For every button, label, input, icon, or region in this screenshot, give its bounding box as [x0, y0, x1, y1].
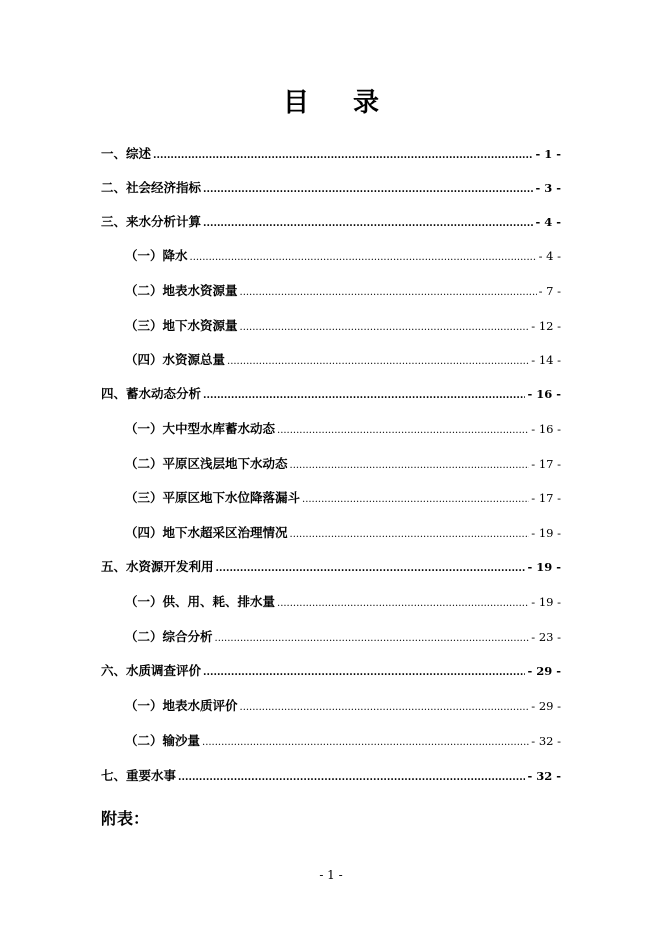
toc-dot-leader — [290, 525, 530, 545]
toc-entry-label: 五、水资源开发利用 — [101, 559, 214, 574]
toc-entry[interactable] — [125, 419, 561, 439]
toc-dot-leader — [190, 248, 537, 268]
toc-entry[interactable] — [125, 281, 561, 301]
toc-entry-label: （二）输沙量 — [125, 733, 201, 748]
toc-dot-leader — [153, 146, 533, 166]
toc-entry-page-number: - 16 - — [527, 387, 561, 401]
toc-entry[interactable] — [125, 523, 561, 543]
toc-dot-leader — [227, 352, 529, 372]
title-part-2: 录 — [353, 88, 380, 118]
toc-entry-label: （三）地下水资源量 — [125, 318, 238, 333]
toc-entry[interactable] — [125, 488, 561, 508]
toc-entry-page-number: - 29 - — [531, 699, 561, 713]
toc-dot-leader — [277, 421, 529, 441]
toc-entry-label: （二）平原区浅层地下水动态 — [125, 456, 288, 471]
toc-entry-page-number: - 12 - — [531, 319, 561, 333]
toc-dot-leader — [178, 768, 525, 788]
toc-dot-leader — [202, 733, 529, 753]
toc-dot-leader — [240, 698, 530, 718]
toc-entry[interactable] — [125, 454, 561, 474]
toc-entry-page-number: - 1 - — [535, 147, 561, 161]
toc-entry-page-number: - 4 - — [538, 249, 561, 263]
toc-entry-label: 一、综述 — [101, 146, 152, 161]
toc-dot-leader — [203, 386, 525, 406]
toc-dot-leader — [203, 663, 525, 683]
title-part-1: 目 — [282, 88, 309, 118]
toc-dot-leader — [302, 490, 529, 510]
toc-entry-label: （一）大中型水库蓄水动态 — [125, 421, 276, 436]
page-number-footer: - 1 - — [319, 868, 343, 882]
toc-entry-page-number: - 29 - — [527, 664, 561, 678]
toc-entry-label: （二）地表水资源量 — [125, 283, 238, 298]
toc-entry-page-number: - 19 - — [531, 526, 561, 540]
toc-entry[interactable] — [101, 178, 561, 198]
toc-entry-page-number: - 23 - — [531, 630, 561, 644]
toc-entry-page-number: - 16 - — [531, 422, 561, 436]
toc-entry-label: 三、来水分析计算 — [101, 214, 202, 229]
toc-entry-label: 四、蓄水动态分析 — [101, 386, 202, 401]
toc-entry[interactable] — [125, 350, 561, 370]
page-title — [0, 82, 662, 119]
toc-entry-page-number: - 32 - — [531, 734, 561, 748]
toc-entry[interactable] — [125, 731, 561, 751]
toc-entry-label: （一）地表水质评价 — [125, 698, 238, 713]
toc-entry-page-number: - 32 - — [527, 769, 561, 783]
toc-entry-page-number: - 7 - — [538, 284, 561, 298]
toc-entry-label: （三）平原区地下水位降落漏斗 — [125, 490, 301, 505]
appendix-heading: 附表： — [101, 809, 150, 828]
toc-entry[interactable] — [101, 661, 561, 681]
toc-dot-leader — [216, 559, 526, 579]
toc-entry[interactable] — [125, 627, 561, 647]
toc-dot-leader — [290, 456, 530, 476]
toc-dot-leader — [203, 214, 533, 234]
toc-entry-page-number: - 19 - — [531, 595, 561, 609]
toc-entry[interactable] — [125, 696, 561, 716]
toc-entry-label: 七、重要水事 — [101, 768, 177, 783]
toc-entry-label: （四）水资源总量 — [125, 352, 226, 367]
toc-entry[interactable] — [101, 766, 561, 786]
toc-entry-page-number: - 4 - — [535, 215, 561, 229]
toc-dot-leader — [203, 180, 533, 200]
toc-entry-label: 六、水质调查评价 — [101, 663, 202, 678]
toc-entry-page-number: - 3 - — [535, 181, 561, 195]
toc-entry-label: （一）供、用、耗、排水量 — [125, 594, 276, 609]
toc-entry-label: （四）地下水超采区治理情况 — [125, 525, 288, 540]
toc-entry[interactable] — [125, 592, 561, 612]
toc-entry-label: （一）降水 — [125, 248, 188, 263]
toc-entry[interactable] — [101, 557, 561, 577]
toc-entry[interactable] — [101, 212, 561, 232]
toc-entry[interactable] — [125, 246, 561, 266]
toc-entry-page-number: - 19 - — [527, 560, 561, 574]
toc-entry-page-number: - 14 - — [531, 353, 561, 367]
toc-entry-page-number: - 17 - — [531, 457, 561, 471]
toc-dot-leader — [277, 594, 529, 614]
toc-dot-leader — [240, 283, 537, 303]
toc-entry-page-number: - 17 - — [531, 491, 561, 505]
toc-dot-leader — [215, 629, 530, 649]
toc-entry-label: （二）综合分析 — [125, 629, 213, 644]
toc-entry[interactable] — [101, 384, 561, 404]
toc-entry-label: 二、社会经济指标 — [101, 180, 202, 195]
toc-dot-leader — [240, 318, 530, 338]
toc-entry[interactable] — [101, 144, 561, 164]
toc-entry[interactable] — [125, 316, 561, 336]
